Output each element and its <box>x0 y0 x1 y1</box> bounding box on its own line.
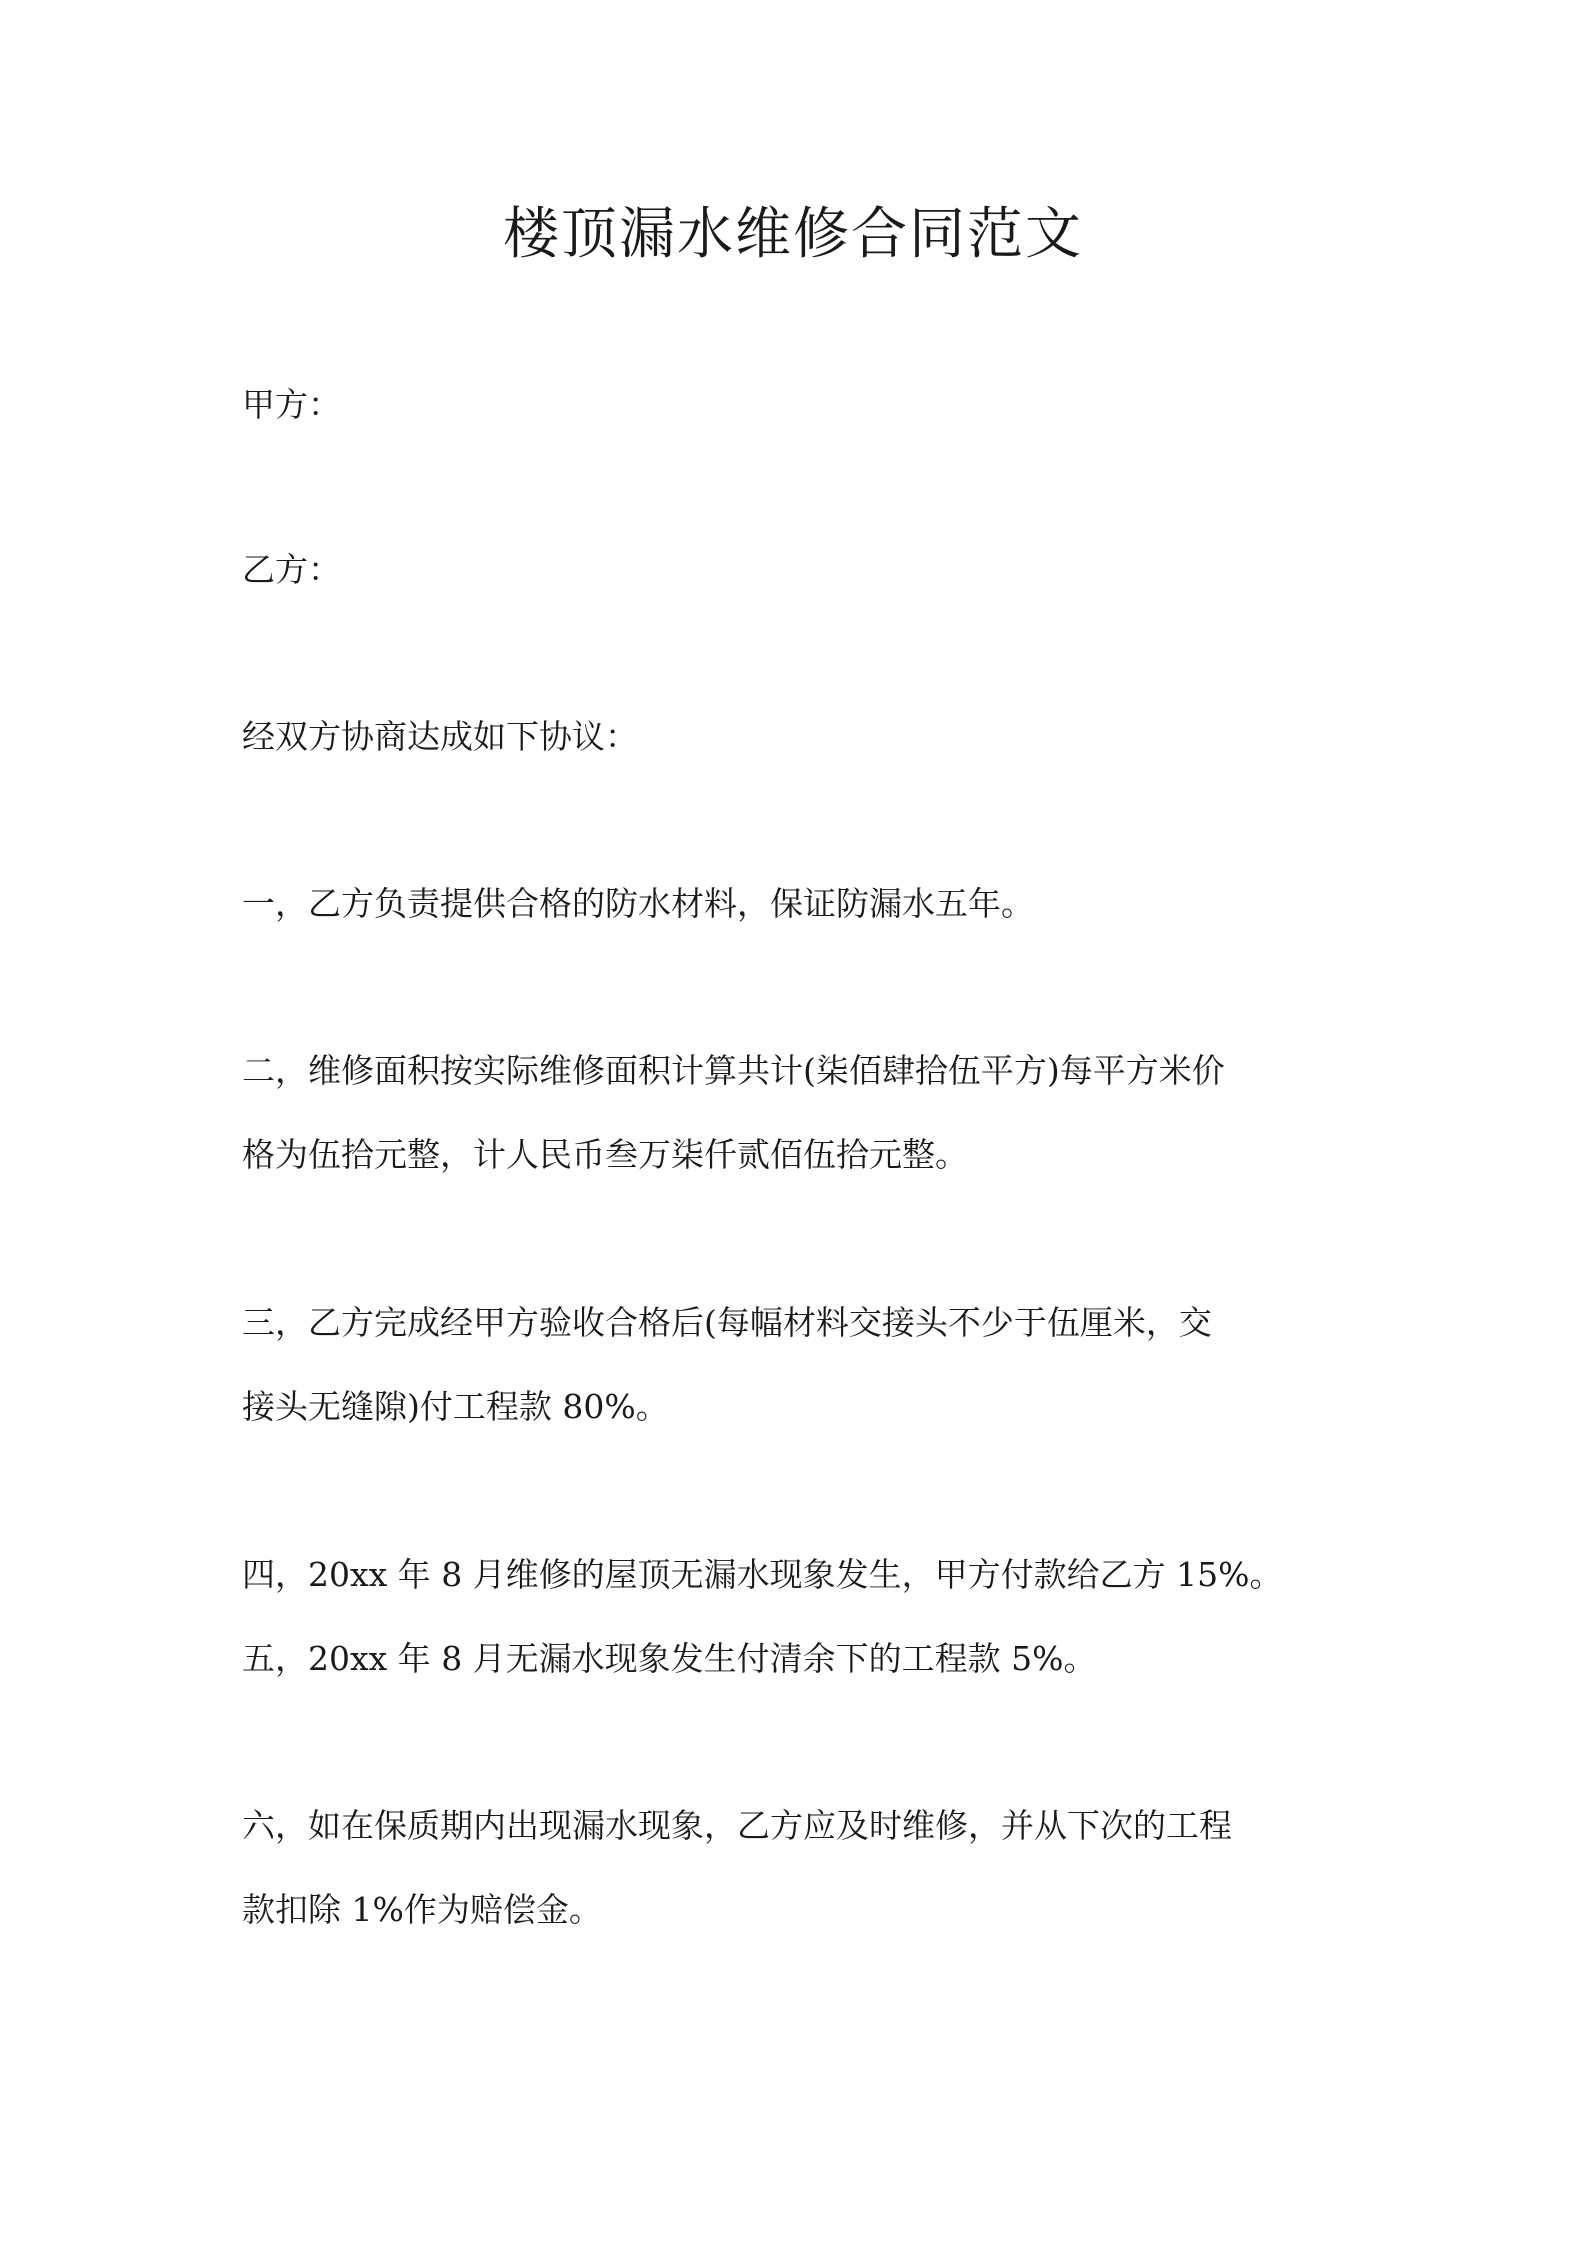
party-a-label: 甲方： <box>242 385 341 424</box>
document-title: 楼顶漏水维修合同范文 <box>503 202 1083 267</box>
clause-4: 四，20xx 年 8 月维修的屋顶无漏水现象发生，甲方付款给乙方 15%。 <box>242 1555 1283 1594</box>
clause-6-line-2: 款扣除 1%作为赔偿金。 <box>242 1890 602 1929</box>
clause-3-line-2: 接头无缝隙)付工程款 80%。 <box>242 1387 669 1426</box>
clause-2-line-1: 二，维修面积按实际维修面积计算共计(柒佰肆拾伍平方)每平方米价 <box>242 1051 1225 1090</box>
clause-1: 一，乙方负责提供合格的防水材料，保证防漏水五年。 <box>242 884 1034 923</box>
clause-6-line-1: 六，如在保质期内出现漏水现象，乙方应及时维修，并从下次的工程 <box>242 1806 1232 1845</box>
clause-3-line-1: 三，乙方完成经甲方验收合格后(每幅材料交接头不少于伍厘米，交 <box>242 1303 1212 1342</box>
intro-text: 经双方协商达成如下协议： <box>242 717 638 756</box>
clause-5: 五，20xx 年 8 月无漏水现象发生付清余下的工程款 5%。 <box>242 1639 1097 1678</box>
clause-2-line-2: 格为伍拾元整，计人民币叁万柒仟贰佰伍拾元整。 <box>242 1135 968 1174</box>
party-b-label: 乙方： <box>242 550 341 589</box>
